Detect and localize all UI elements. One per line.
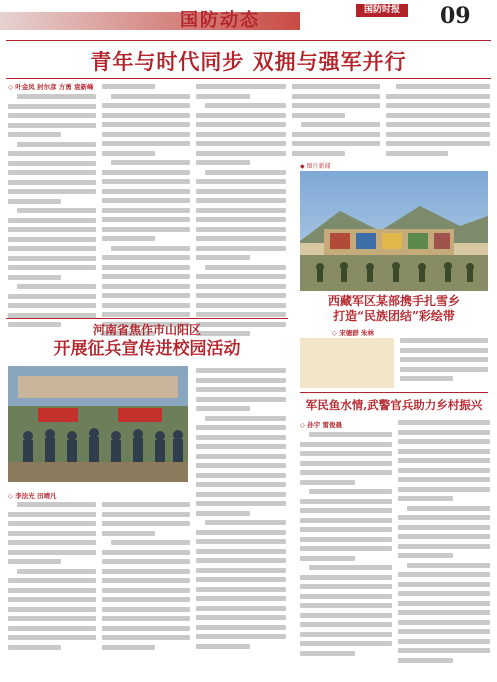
text-line <box>196 151 286 156</box>
text-line <box>102 284 190 289</box>
photo-news-headline-line-2: 打造“民族团结”彩绘带 <box>333 309 455 323</box>
text-line <box>196 208 286 213</box>
text-line <box>196 530 286 535</box>
text-line <box>398 620 490 625</box>
text-line <box>196 189 286 194</box>
text-line <box>300 508 392 513</box>
text-line <box>102 132 190 137</box>
text-line <box>292 151 345 156</box>
text-line <box>8 275 61 280</box>
text-line <box>398 534 490 539</box>
text-line <box>400 348 488 353</box>
text-line <box>17 94 96 99</box>
article-3-column-2 <box>398 420 490 667</box>
text-line <box>8 170 96 175</box>
text-line <box>102 255 190 260</box>
text-line <box>196 511 250 516</box>
text-line <box>102 141 190 146</box>
text-line <box>300 537 392 542</box>
text-line <box>398 439 490 444</box>
headline-rule <box>6 78 491 79</box>
article-1-column-2 <box>102 84 190 341</box>
text-line <box>398 487 490 492</box>
text-line <box>196 463 286 468</box>
text-line <box>205 520 286 525</box>
text-line <box>300 451 392 456</box>
text-line <box>8 607 96 612</box>
text-line <box>205 265 286 270</box>
text-line <box>309 489 392 494</box>
text-line <box>205 170 286 175</box>
text-line <box>196 397 286 402</box>
text-line <box>196 482 286 487</box>
text-line <box>8 540 96 545</box>
text-line <box>102 293 190 298</box>
text-line <box>102 113 190 118</box>
text-line <box>8 237 96 242</box>
text-line <box>386 113 490 118</box>
text-line <box>196 568 286 573</box>
text-line <box>300 622 392 627</box>
newspaper-logo: 国防时报 <box>356 4 408 17</box>
text-line <box>196 606 286 611</box>
text-line <box>300 594 392 599</box>
text-line <box>398 496 453 501</box>
text-line <box>8 578 96 583</box>
text-line <box>300 499 392 504</box>
text-line <box>102 217 190 222</box>
text-line <box>398 601 490 606</box>
text-line <box>8 113 96 118</box>
text-line <box>102 588 190 593</box>
text-line <box>196 625 286 630</box>
text-line <box>8 180 96 185</box>
text-line <box>196 293 286 298</box>
text-line <box>8 626 96 631</box>
text-line <box>309 432 392 437</box>
text-line <box>102 578 190 583</box>
text-line <box>300 442 392 447</box>
text-line <box>8 123 96 128</box>
text-line <box>300 470 392 475</box>
text-line <box>196 425 286 430</box>
text-line <box>386 151 448 156</box>
text-line <box>196 492 286 497</box>
text-line <box>111 540 190 545</box>
article-2-headline-line-1: 河南省焦作市山阳区 <box>92 323 201 337</box>
text-line <box>300 575 392 580</box>
text-line <box>8 313 96 318</box>
text-line <box>8 132 61 137</box>
text-line <box>196 246 286 251</box>
text-line <box>196 378 286 383</box>
article-1-column-1 <box>8 94 96 332</box>
text-line <box>300 613 392 618</box>
photo-news-headline-line-1: 西藏军区某部携手扎雪乡 <box>327 294 460 308</box>
text-line <box>17 142 96 147</box>
text-line <box>8 635 96 640</box>
text-line <box>102 103 190 108</box>
text-line <box>102 122 190 127</box>
text-line <box>398 629 490 634</box>
text-line <box>8 246 96 251</box>
text-line <box>102 227 190 232</box>
text-line <box>398 544 490 549</box>
text-line <box>196 501 286 506</box>
text-line <box>8 303 96 308</box>
text-line <box>17 284 96 289</box>
photo-news-caption-box <box>300 338 394 388</box>
text-line <box>17 502 96 507</box>
text-line <box>8 294 96 299</box>
article-1-byline: ◇ 叶金凤 封尔彦 方勇 袁新峰 <box>8 83 94 91</box>
text-line <box>400 338 488 343</box>
text-line <box>196 227 286 232</box>
text-line <box>102 607 190 612</box>
text-line <box>8 645 61 650</box>
text-line <box>196 473 286 478</box>
photo-news-label: ◆ 图片新闻 <box>300 163 331 170</box>
text-line <box>292 84 380 89</box>
text-line <box>301 122 380 127</box>
text-line <box>102 208 190 213</box>
text-line <box>102 198 190 203</box>
article-1-column-4 <box>292 84 380 160</box>
text-line <box>398 591 490 596</box>
text-line <box>300 603 392 608</box>
text-line <box>196 634 286 639</box>
text-line <box>8 559 61 564</box>
text-line <box>8 521 96 526</box>
text-line <box>398 658 453 663</box>
text-line <box>102 531 155 536</box>
text-line <box>196 406 250 411</box>
text-line <box>386 132 490 137</box>
text-line <box>196 549 286 554</box>
text-line <box>8 227 96 232</box>
photo-news-headline <box>300 294 488 324</box>
text-line <box>196 160 250 165</box>
text-line <box>8 161 96 166</box>
article-2-headline-line-2: 开展征兵宣传进校园活动 <box>53 339 241 359</box>
text-line <box>205 416 286 421</box>
text-line <box>8 550 96 555</box>
masthead-rule <box>6 40 491 41</box>
text-line <box>102 179 190 184</box>
text-line <box>196 558 286 563</box>
text-line <box>398 515 490 520</box>
article-2-column-3 <box>196 368 286 653</box>
text-line <box>196 312 286 317</box>
text-line <box>196 435 286 440</box>
text-line <box>300 527 392 532</box>
text-line <box>292 132 380 137</box>
text-line <box>196 113 286 118</box>
text-line <box>8 597 96 602</box>
text-line <box>102 550 190 555</box>
text-line <box>300 518 392 523</box>
masthead <box>0 0 497 40</box>
text-line <box>102 645 155 650</box>
text-line <box>398 468 490 473</box>
text-line <box>102 236 155 241</box>
text-line <box>196 368 286 373</box>
text-line <box>102 84 155 89</box>
text-line <box>300 480 355 485</box>
article-1-column-3 <box>196 84 286 341</box>
text-line <box>8 104 96 109</box>
text-line <box>398 610 490 615</box>
section-title: 国防动态 <box>180 10 260 31</box>
article-2-byline: ◇ 李法光 田靖凡 <box>8 492 57 500</box>
text-line <box>196 539 286 544</box>
text-line <box>396 84 490 89</box>
text-line <box>398 639 490 644</box>
article-1-column-5 <box>386 84 490 160</box>
text-line <box>386 122 490 127</box>
text-line <box>196 141 286 146</box>
text-line <box>17 569 96 574</box>
text-line <box>196 179 286 184</box>
text-line <box>102 512 190 517</box>
text-line <box>398 477 490 482</box>
text-line <box>111 94 190 99</box>
text-line <box>102 265 190 270</box>
photo-news-image <box>300 171 488 291</box>
text-line <box>8 265 96 270</box>
text-line <box>102 151 155 156</box>
text-line <box>292 113 345 118</box>
article-2-headline <box>6 322 288 360</box>
article-3-column-1 <box>300 432 392 660</box>
text-line <box>102 616 190 621</box>
text-line <box>196 122 286 127</box>
text-line <box>102 312 190 317</box>
text-line <box>102 189 190 194</box>
text-line <box>398 525 490 530</box>
text-line <box>102 559 190 564</box>
text-line <box>8 512 96 517</box>
text-line <box>309 565 392 570</box>
text-line <box>102 597 190 602</box>
text-line <box>102 521 190 526</box>
text-line <box>102 274 190 279</box>
text-line <box>102 502 190 507</box>
text-line <box>300 584 392 589</box>
text-line <box>196 236 286 241</box>
text-line <box>292 103 380 108</box>
text-line <box>8 151 96 156</box>
text-line <box>398 553 453 558</box>
text-line <box>8 218 96 223</box>
text-line <box>196 615 286 620</box>
text-line <box>300 556 355 561</box>
text-line <box>196 577 286 582</box>
article-3-byline: ◇ 孙宇 雷俊晨 <box>300 421 343 429</box>
text-line <box>386 94 490 99</box>
text-line <box>407 563 490 568</box>
text-line <box>102 569 190 574</box>
text-line <box>300 651 355 656</box>
text-line <box>196 596 286 601</box>
text-line <box>292 94 380 99</box>
photo-scene <box>300 171 488 291</box>
article-2-column-1 <box>8 502 96 654</box>
right-mid-rule <box>300 392 488 393</box>
text-line <box>196 454 286 459</box>
article-2-photo <box>8 366 188 482</box>
text-line <box>102 626 190 631</box>
article-2-rule <box>6 318 288 319</box>
photo-news-side-text <box>400 338 488 386</box>
text-line <box>386 141 490 146</box>
text-line <box>196 132 286 137</box>
text-line <box>8 531 96 536</box>
page-number: 09 <box>440 3 471 29</box>
text-line <box>196 198 286 203</box>
text-line <box>196 303 286 308</box>
campus-photo <box>8 366 188 482</box>
text-line <box>17 208 96 213</box>
text-line <box>400 367 488 372</box>
text-line <box>196 274 286 279</box>
text-line <box>196 217 286 222</box>
text-line <box>398 420 490 425</box>
text-line <box>300 461 392 466</box>
text-line <box>8 189 96 194</box>
text-line <box>8 616 96 621</box>
text-line <box>292 141 380 146</box>
text-line <box>300 641 392 646</box>
text-line <box>407 506 490 511</box>
text-line <box>196 255 250 260</box>
text-line <box>196 284 286 289</box>
article-2-column-2 <box>102 502 190 654</box>
text-line <box>8 199 61 204</box>
text-line <box>102 635 190 640</box>
photo-news-byline: ◇ 宋德群 朱林 <box>332 329 375 337</box>
text-line <box>102 170 190 175</box>
text-line <box>398 572 490 577</box>
text-line <box>196 444 286 449</box>
text-line <box>398 648 490 653</box>
text-line <box>196 94 250 99</box>
text-line <box>300 632 392 637</box>
text-line <box>398 582 490 587</box>
text-line <box>196 387 286 392</box>
text-line <box>400 376 453 381</box>
text-line <box>102 303 190 308</box>
text-line <box>398 430 490 435</box>
text-line <box>196 84 286 89</box>
text-line <box>205 103 286 108</box>
text-line <box>111 246 190 251</box>
text-line <box>300 546 392 551</box>
text-line <box>398 449 490 454</box>
main-headline: 青年与时代同步 双拥与强军并行 <box>90 49 407 74</box>
text-line <box>386 103 490 108</box>
text-line <box>111 160 190 165</box>
text-line <box>400 357 488 362</box>
text-line <box>196 587 286 592</box>
text-line <box>8 588 96 593</box>
text-line <box>8 256 96 261</box>
article-3-headline: 军民鱼水情,武警官兵助力乡村振兴 <box>305 398 483 412</box>
text-line <box>398 458 490 463</box>
text-line <box>196 644 250 649</box>
